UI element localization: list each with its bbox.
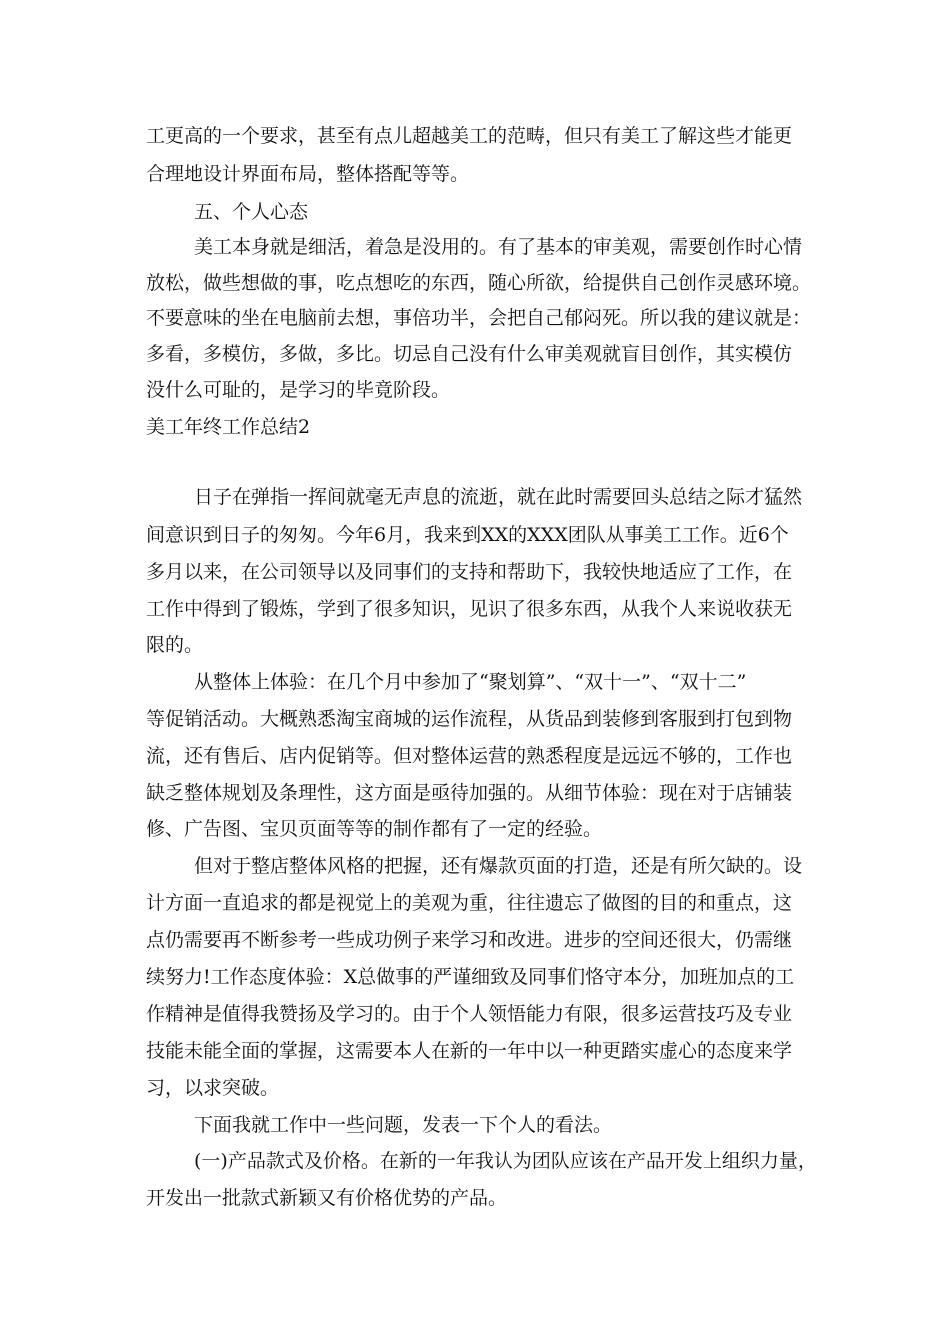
text-line: 技能未能全面的掌握，这需要本人在新的一年中以一种更踏实虚心的态度来学 (146, 1040, 793, 1062)
text-line: 计方面一直追求的都是视觉上的美观为重，往往遗忘了做图的目的和重点，这 (146, 892, 793, 914)
text-line: 多月以来，在公司领导以及同事们的支持和帮助下，我较快地适应了工作，在 (146, 561, 793, 583)
text-line: (一)产品款式及价格。在新的一年我认为团队应该在产品开发上组织力量， (194, 1150, 817, 1172)
text-line: 工作中得到了锻炼，学到了很多知识，见识了很多东西，从我个人来说收获无 (146, 598, 793, 620)
text-line: 下面我就工作中一些问题，发表一下个人的看法。 (194, 1114, 613, 1136)
text-line: 不要意味的坐在电脑前去想，事倍功半，会把自己郁闷死。所以我的建议就是： (146, 307, 812, 329)
text-line: 工更高的一个要求，甚至有点儿超越美工的范畴，但只有美工了解这些才能更 (146, 125, 793, 147)
text-line: 美工本身就是细活，着急是没用的。有了基本的审美观，需要创作时心情 (194, 236, 803, 258)
text-line: 从整体上体验：在几个月中参加了“聚划算”、“双十一”、“双十二” (194, 671, 747, 693)
text-line: 没什么可耻的，是学习的毕竟阶段。 (146, 379, 451, 401)
text-line: 合理地设计界面布局，整体搭配等等。 (146, 163, 470, 185)
text-line: 修、广告图、宝贝页面等等的制作都有了一定的经验。 (146, 818, 603, 840)
text-line: 缺乏整体规划及条理性，这方面是亟待加强的。从细节体验：现在对于店铺装 (146, 782, 793, 804)
text-line: 开发出一批款式新颖又有价格优势的产品。 (146, 1187, 508, 1209)
document-title: 美工年终工作总结2 (146, 416, 311, 438)
text-line: 日子在弹指一挥间就毫无声息的流逝，就在此时需要回头总结之际才猛然 (194, 486, 803, 508)
text-line: 等促销活动。大概熟悉淘宝商城的运作流程，从货品到装修到客服到打包到物 (146, 708, 793, 730)
text-line: 作精神是值得我赞扬及学习的。由于个人领悟能力有限，很多运营技巧及专业 (146, 1003, 793, 1025)
text-line: 点仍需要再不断参考一些成功例子来学习和改进。进步的空间还很大，仍需继 (146, 929, 793, 951)
text-line: 多看，多模仿，多做，多比。切忌自己没有什么审美观就盲目创作，其实模仿 (146, 343, 793, 365)
text-line: 但对于整店整体风格的把握，还有爆款页面的打造，还是有所欠缺的。设 (194, 855, 803, 877)
text-line: 放松，做些想做的事，吃点想吃的东西，随心所欲，给提供自己创作灵感环境。 (146, 272, 812, 294)
text-line: 续努力!工作态度体验：X总做事的严谨细致及同事们恪守本分，加班加点的工 (146, 966, 795, 988)
text-line: 流，还有售后、店内促销等。但对整体运营的熟悉程度是远远不够的，工作也 (146, 745, 793, 767)
text-line: 限的。 (146, 634, 204, 656)
text-line: 间意识到日子的匆匆。今年6月，我来到XX的XXX团队从事美工工作。近6个 (146, 524, 789, 546)
section-heading: 五、个人心态 (194, 201, 309, 223)
text-line: 习，以求突破。 (146, 1077, 280, 1099)
